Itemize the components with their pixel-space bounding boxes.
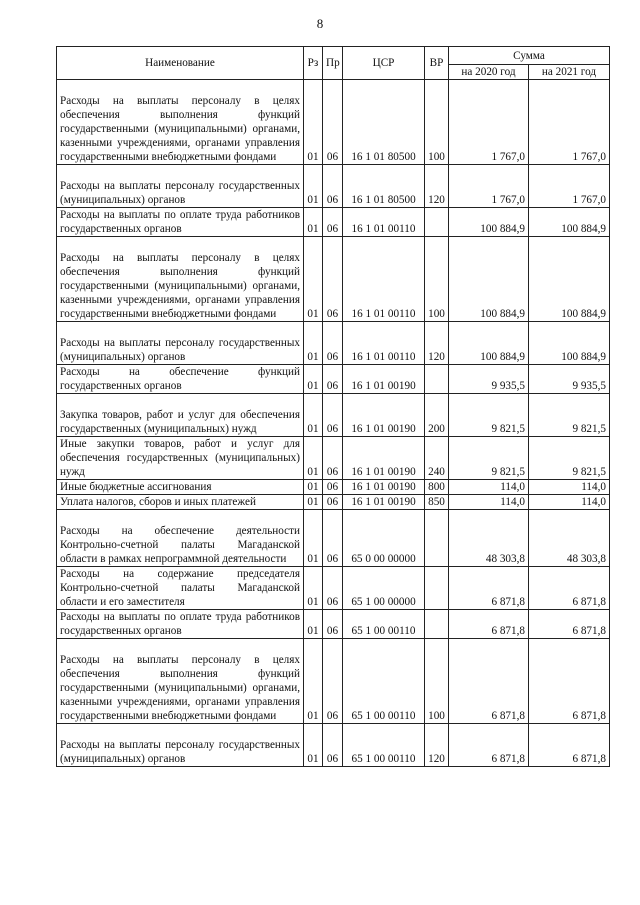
row-vr: 120 [425,724,449,767]
row-vr [425,567,449,610]
row-csr: 16 1 01 00110 [343,208,425,237]
table-row [57,480,610,495]
table-row [57,80,610,165]
row-name: Расходы на выплаты персоналу в целях обеспечения выполнения функций государственными (муниципальными) органами, казенными учреждениями, органами управления государственными внебюджетными фондами [57,639,304,724]
row-csr: 16 1 01 00190 [343,437,425,480]
row-csr: 65 0 00 00000 [343,510,425,567]
row-name: Расходы на содержание председателя Контрольно-счетной палаты Магаданской области и его заместителя [57,567,304,610]
row-pr: 06 [323,322,343,365]
row-name: Расходы на выплаты по оплате труда работников государственных органов [57,610,304,639]
table-row [57,437,610,480]
row-amount-2020: 9 821,5 [449,437,529,480]
row-csr: 65 1 00 00110 [343,724,425,767]
header-year-2021: на 2021 год [529,65,610,80]
row-vr [425,208,449,237]
row-rz: 01 [304,724,323,767]
row-amount-2021: 9 821,5 [529,437,610,480]
row-rz: 01 [304,80,323,165]
row-csr: 16 1 01 00110 [343,322,425,365]
row-pr: 06 [323,567,343,610]
row-amount-2020: 1 767,0 [449,80,529,165]
row-name: Расходы на выплаты персоналу государственных (муниципальных) органов [57,724,304,767]
row-csr: 16 1 01 80500 [343,80,425,165]
row-vr: 200 [425,394,449,437]
row-amount-2020: 1 767,0 [449,165,529,208]
row-pr: 06 [323,237,343,322]
row-rz: 01 [304,639,323,724]
row-pr: 06 [323,365,343,394]
table-row [57,322,610,365]
row-name: Закупка товаров, работ и услуг для обеспечения государственных (муниципальных) нужд [57,394,304,437]
row-name: Расходы на выплаты персоналу государственных (муниципальных) органов [57,165,304,208]
header-rz: Рз [304,47,323,80]
row-pr: 06 [323,208,343,237]
row-amount-2021: 1 767,0 [529,80,610,165]
table-row [57,165,610,208]
table-row [57,237,610,322]
row-amount-2021: 100 884,9 [529,237,610,322]
row-vr: 800 [425,480,449,495]
row-vr: 100 [425,80,449,165]
row-amount-2020: 114,0 [449,480,529,495]
row-amount-2021: 6 871,8 [529,724,610,767]
row-rz: 01 [304,394,323,437]
table-row [57,394,610,437]
row-pr: 06 [323,437,343,480]
row-pr: 06 [323,480,343,495]
row-name: Расходы на выплаты по оплате труда работников государственных органов [57,208,304,237]
row-name: Иные закупки товаров, работ и услуг для обеспечения государственных (муниципальных) нужд [57,437,304,480]
row-amount-2021: 114,0 [529,495,610,510]
row-rz: 01 [304,495,323,510]
table-header [57,47,610,80]
header-csr: ЦСР [343,47,425,80]
row-vr [425,610,449,639]
row-csr: 16 1 01 00190 [343,495,425,510]
row-rz: 01 [304,208,323,237]
row-amount-2020: 114,0 [449,495,529,510]
row-pr: 06 [323,639,343,724]
row-amount-2020: 9 821,5 [449,394,529,437]
row-rz: 01 [304,165,323,208]
row-pr: 06 [323,724,343,767]
row-name: Расходы на выплаты персоналу в целях обеспечения выполнения функций государственными (муниципальными) органами, казенными учреждениями, органами управления государственными внебюджетными фондами [57,80,304,165]
row-vr: 100 [425,639,449,724]
row-vr [425,510,449,567]
row-name: Расходы на обеспечение функций государственных органов [57,365,304,394]
row-rz: 01 [304,567,323,610]
header-sum: Сумма [449,47,610,65]
row-pr: 06 [323,510,343,567]
row-rz: 01 [304,610,323,639]
row-amount-2020: 100 884,9 [449,208,529,237]
row-name: Иные бюджетные ассигнования [57,480,304,495]
row-amount-2020: 6 871,8 [449,724,529,767]
row-amount-2020: 9 935,5 [449,365,529,394]
row-csr: 16 1 01 00190 [343,480,425,495]
row-amount-2020: 6 871,8 [449,639,529,724]
row-amount-2021: 6 871,8 [529,567,610,610]
row-pr: 06 [323,495,343,510]
header-vr: ВР [425,47,449,80]
row-amount-2020: 100 884,9 [449,322,529,365]
row-rz: 01 [304,237,323,322]
row-amount-2021: 100 884,9 [529,208,610,237]
row-amount-2021: 6 871,8 [529,610,610,639]
header-pr: Пр [323,47,343,80]
row-amount-2021: 9 935,5 [529,365,610,394]
row-amount-2021: 9 821,5 [529,394,610,437]
row-name: Уплата налогов, сборов и иных платежей [57,495,304,510]
page-number: 8 [316,16,324,31]
row-pr: 06 [323,80,343,165]
header-name: Наименование [57,47,304,80]
row-amount-2021: 100 884,9 [529,322,610,365]
row-rz: 01 [304,480,323,495]
row-amount-2020: 48 303,8 [449,510,529,567]
row-pr: 06 [323,394,343,437]
budget-table [56,46,610,767]
row-pr: 06 [323,165,343,208]
table-row [57,495,610,510]
table-row [57,610,610,639]
row-amount-2021: 114,0 [529,480,610,495]
row-amount-2021: 6 871,8 [529,639,610,724]
row-vr [425,365,449,394]
header-year-2020: на 2020 год [449,65,529,80]
row-csr: 65 1 00 00000 [343,567,425,610]
row-csr: 65 1 00 00110 [343,610,425,639]
row-amount-2021: 1 767,0 [529,165,610,208]
row-vr: 100 [425,237,449,322]
row-csr: 16 1 01 00190 [343,365,425,394]
row-amount-2021: 48 303,8 [529,510,610,567]
row-amount-2020: 6 871,8 [449,567,529,610]
table-body [57,80,610,767]
row-csr: 16 1 01 80500 [343,165,425,208]
table-row [57,639,610,724]
row-csr: 16 1 01 00110 [343,237,425,322]
table-row [57,208,610,237]
row-vr: 240 [425,437,449,480]
row-rz: 01 [304,510,323,567]
table-row [57,510,610,567]
row-rz: 01 [304,437,323,480]
row-rz: 01 [304,365,323,394]
row-csr: 16 1 01 00190 [343,394,425,437]
row-pr: 06 [323,610,343,639]
row-vr: 120 [425,165,449,208]
table-row [57,365,610,394]
row-name: Расходы на выплаты персоналу государственных (муниципальных) органов [57,322,304,365]
row-amount-2020: 100 884,9 [449,237,529,322]
row-vr: 120 [425,322,449,365]
row-name: Расходы на выплаты персоналу в целях обеспечения выполнения функций государственными (муниципальными) органами, казенными учреждениями, органами управления государственными внебюджетными фондами [57,237,304,322]
table-row [57,567,610,610]
row-name: Расходы на обеспечение деятельности Контрольно-счетной палаты Магаданской области в рамках непрограммной деятельности [57,510,304,567]
row-rz: 01 [304,322,323,365]
table-row [57,724,610,767]
row-vr: 850 [425,495,449,510]
row-amount-2020: 6 871,8 [449,610,529,639]
row-csr: 65 1 00 00110 [343,639,425,724]
